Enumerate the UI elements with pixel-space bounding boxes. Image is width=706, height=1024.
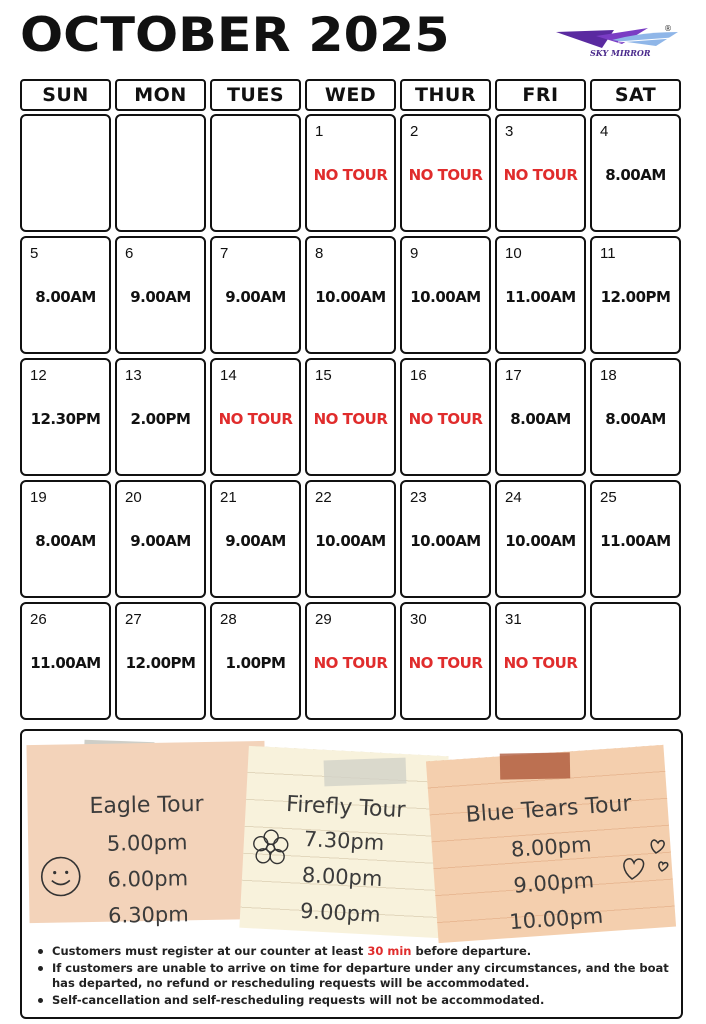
weekday-thur: THUR <box>400 79 491 111</box>
calendar-day-cell <box>210 358 301 476</box>
day-number: 17 <box>505 367 522 384</box>
no-tour-label: NO TOUR <box>313 166 388 184</box>
calendar-day-cell <box>210 114 301 232</box>
day-number: 4 <box>600 123 609 140</box>
tape-decoration <box>324 758 407 787</box>
calendar-day-cell <box>20 480 111 598</box>
calendar-day-cell <box>400 114 491 232</box>
day-number: 12 <box>30 367 47 384</box>
no-tour-label: NO TOUR <box>313 410 388 428</box>
calendar-day-cell <box>495 480 586 598</box>
calendar-day-cell <box>590 358 681 476</box>
day-number: 27 <box>125 611 142 628</box>
calendar-day-cell <box>210 480 301 598</box>
day-number: 26 <box>30 611 47 628</box>
calendar-day-cell <box>115 236 206 354</box>
eagle-tour-note <box>26 741 267 928</box>
calendar-day-cell <box>590 236 681 354</box>
day-number: 31 <box>505 611 522 628</box>
day-number: 28 <box>220 611 237 628</box>
tour-time: 8.00AM <box>605 166 666 184</box>
tour-time: 12.00PM <box>125 654 196 672</box>
calendar-day-cell <box>305 602 396 720</box>
calendar-day-cell <box>590 602 681 720</box>
tape-decoration <box>500 752 570 779</box>
tour-time: 8.00AM <box>35 288 96 306</box>
firefly-tour-title: Firefly Tour <box>285 791 407 824</box>
no-tour-label: NO TOUR <box>408 166 483 184</box>
booking-rules <box>34 944 679 1010</box>
day-number: 18 <box>600 367 617 384</box>
flower-icon <box>249 826 293 870</box>
hearts-icon <box>620 831 676 887</box>
rule-item <box>34 944 679 959</box>
day-number: 19 <box>30 489 47 506</box>
tour-time: 10.00AM <box>505 532 576 550</box>
day-number: 29 <box>315 611 332 628</box>
calendar-day-cell <box>20 602 111 720</box>
day-number: 24 <box>505 489 522 506</box>
rule-text: Customers must register at our counter at least <box>52 944 368 958</box>
calendar-day-cell <box>400 480 491 598</box>
weekday-wed: WED <box>305 79 396 111</box>
blue-tears-tour-time: 9.00pm <box>512 868 595 898</box>
calendar-day-cell <box>495 236 586 354</box>
day-number: 10 <box>505 245 522 262</box>
weekday-mon: MON <box>115 79 206 111</box>
no-tour-label: NO TOUR <box>408 410 483 428</box>
eagle-tour-time: 5.00pm <box>106 830 188 856</box>
tour-time: 8.00AM <box>510 410 571 428</box>
tour-time: 9.00AM <box>130 288 191 306</box>
firefly-tour-time: 8.00pm <box>301 862 384 892</box>
calendar-day-cell <box>400 358 491 476</box>
no-tour-label: NO TOUR <box>503 654 578 672</box>
tour-time: 9.00AM <box>225 532 286 550</box>
tour-info-panel <box>20 729 683 1019</box>
brand-name: SKY MIRROR <box>590 48 651 58</box>
registered-mark: ® <box>664 24 672 33</box>
calendar-day-cell <box>400 602 491 720</box>
day-number: 3 <box>505 123 514 140</box>
calendar-day-cell <box>400 236 491 354</box>
calendar-day-cell <box>495 358 586 476</box>
calendar-day-cell <box>305 114 396 232</box>
rule-highlight: 30 min <box>367 944 412 958</box>
calendar-day-cell <box>115 114 206 232</box>
day-number: 15 <box>315 367 332 384</box>
day-number: 8 <box>315 245 324 262</box>
blue-tears-tour-title: Blue Tears Tour <box>464 791 633 828</box>
tour-time: 11.00AM <box>600 532 671 550</box>
calendar-day-cell <box>115 602 206 720</box>
tour-time: 11.00AM <box>30 654 101 672</box>
blue-tears-tour-time: 10.00pm <box>508 903 604 935</box>
day-number: 16 <box>410 367 427 384</box>
tour-time: 10.00AM <box>315 288 386 306</box>
smiley-icon <box>38 854 83 899</box>
no-tour-label: NO TOUR <box>313 654 388 672</box>
calendar-day-cell <box>305 236 396 354</box>
day-number: 23 <box>410 489 427 506</box>
calendar-day-cell <box>20 236 111 354</box>
tour-time: 9.00AM <box>225 288 286 306</box>
day-number: 6 <box>125 245 134 262</box>
calendar-day-cell <box>590 114 681 232</box>
eagle-tour-time: 6.00pm <box>107 866 189 892</box>
tour-time: 12.00PM <box>600 288 671 306</box>
day-number: 1 <box>315 123 324 140</box>
tour-time: 12.30PM <box>30 410 101 428</box>
firefly-tour-time: 7.30pm <box>303 826 385 856</box>
calendar-day-cell <box>115 480 206 598</box>
calendar-day-cell <box>20 114 111 232</box>
tour-time: 8.00AM <box>35 532 96 550</box>
day-number: 7 <box>220 245 229 262</box>
no-tour-label: NO TOUR <box>408 654 483 672</box>
tour-time: 8.00AM <box>605 410 666 428</box>
day-number: 5 <box>30 245 39 262</box>
day-number: 14 <box>220 367 237 384</box>
day-number: 13 <box>125 367 142 384</box>
weekday-fri: FRI <box>495 79 586 111</box>
calendar-day-cell <box>495 602 586 720</box>
calendar-day-cell <box>210 602 301 720</box>
tour-time: 2.00PM <box>130 410 191 428</box>
rule-item: If customers are unable to arrive on time for departure under any circumstances, and the boat has departed, no refund or rescheduling requests will be accommodated. <box>34 961 679 991</box>
eagle-tour-title: Eagle Tour <box>89 792 204 819</box>
day-number: 9 <box>410 245 419 262</box>
calendar-day-cell <box>590 480 681 598</box>
tour-time: 10.00AM <box>410 288 481 306</box>
weekday-tues: TUES <box>210 79 301 111</box>
day-number: 2 <box>410 123 419 140</box>
tour-time: 10.00AM <box>410 532 481 550</box>
day-number: 25 <box>600 489 617 506</box>
calendar-day-cell <box>20 358 111 476</box>
weekday-sat: SAT <box>590 79 681 111</box>
day-number: 21 <box>220 489 237 506</box>
day-number: 22 <box>315 489 332 506</box>
rule-text: before departure. <box>411 944 532 958</box>
day-number: 30 <box>410 611 427 628</box>
eagle-tour-time: 6.30pm <box>107 902 189 928</box>
calendar-day-cell <box>210 236 301 354</box>
calendar-day-cell <box>305 480 396 598</box>
calendar-day-cell <box>115 358 206 476</box>
blue-tears-tour-time: 8.00pm <box>510 832 593 862</box>
calendar-day-cell <box>305 358 396 476</box>
tour-time: 11.00AM <box>505 288 576 306</box>
tour-time: 1.00PM <box>225 654 286 672</box>
tour-time: 10.00AM <box>315 532 386 550</box>
no-tour-label: NO TOUR <box>503 166 578 184</box>
day-number: 20 <box>125 489 142 506</box>
calendar-title: OCTOBER 2025 <box>20 8 450 63</box>
weekday-sun: SUN <box>20 79 111 111</box>
firefly-tour-time: 9.00pm <box>299 898 382 927</box>
day-number: 11 <box>600 245 616 262</box>
rule-item: Self-cancellation and self-rescheduling requests will not be accommodated. <box>34 993 679 1008</box>
tour-time: 9.00AM <box>130 532 191 550</box>
calendar-day-cell <box>495 114 586 232</box>
no-tour-label: NO TOUR <box>218 410 293 428</box>
